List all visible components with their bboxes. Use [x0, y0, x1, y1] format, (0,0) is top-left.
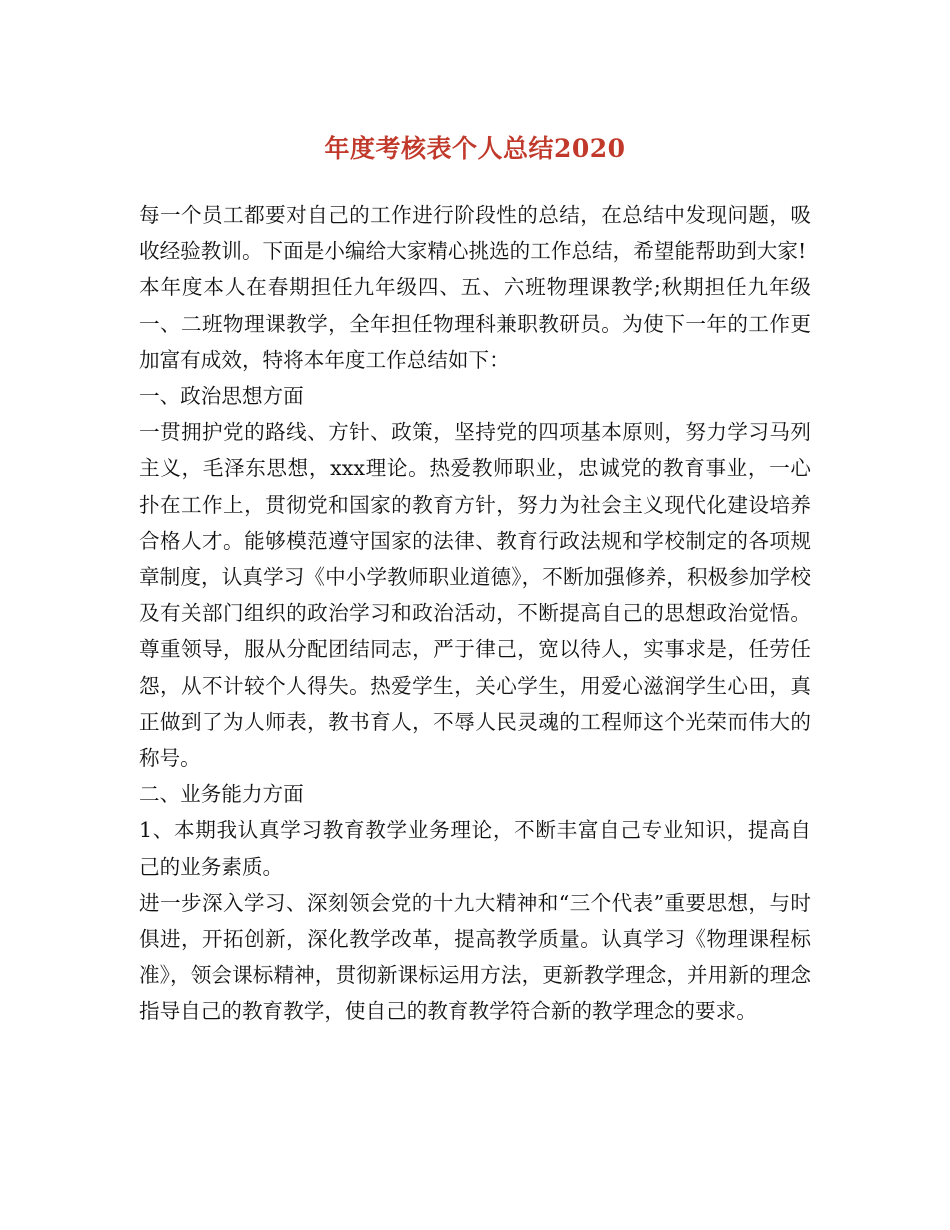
paragraph-overview: 本年度本人在春期担任九年级四、五、六班物理课教学;秋期担任九年级一、二班物理课教学，全年担任物理科兼职教研员。为使下一年的工作更加富有成效，特将本年度工作总结如下： — [139, 275, 811, 372]
paragraph-professional-1: 1、本期我认真学习教育教学业务理论，不断丰富自己专业知识，提高自己的业务素质。 — [139, 818, 811, 879]
paragraph-professional-2: 进一步深入学习、深刻领会党的十九大精神和“三个代表”重要思想，与时俱进，开拓创新，深化教学改革，提高教学质量。认真学习《物理课程标准》，领会课标精神，贯彻新课标运用方法，更新教学理念，并用新的理念指导自己的教育教学，使自己的教育教学符合新的教学理念的要求。 — [139, 890, 811, 1024]
document-title: 年度考核表个人总结2020 — [324, 134, 626, 163]
paragraph-intro: 每一个员工都要对自己的工作进行阶段性的总结，在总结中发现问题，吸收经验教训。下面是小编给大家精心挑选的工作总结，希望能帮助到大家! — [139, 203, 811, 264]
section-heading-professional: 二、业务能力方面 — [139, 782, 304, 807]
section-heading-political: 一、政治思想方面 — [139, 384, 304, 409]
document-body — [139, 197, 811, 1030]
paragraph-political: 一贯拥护党的路线、方针、政策，坚持党的四项基本原则，努力学习马列主义，毛泽东思想，xxx理论。热爱教师职业，忠诚党的教育事业，一心扑在工作上，贯彻党和国家的教育方针，努力为社会主义现代化建设培养合格人才。能够模范遵守国家的法律、教育行政法规和学校制定的各项规章制度，认真学习《中小学教师职业道德》，不断加强修养，积极参加学校及有关部门组织的政治学习和政治活动，不断提高自己的思想政治觉悟。尊重领导，服从分配团结同志，严于律己，宽以待人，实事求是，任劳任怨，从不计较个人得失。热爱学生，关心学生，用爱心滋润学生心田，真正做到了为人师表，教书育人，不辱人民灵魂的工程师这个光荣而伟大的称号。 — [139, 420, 811, 771]
